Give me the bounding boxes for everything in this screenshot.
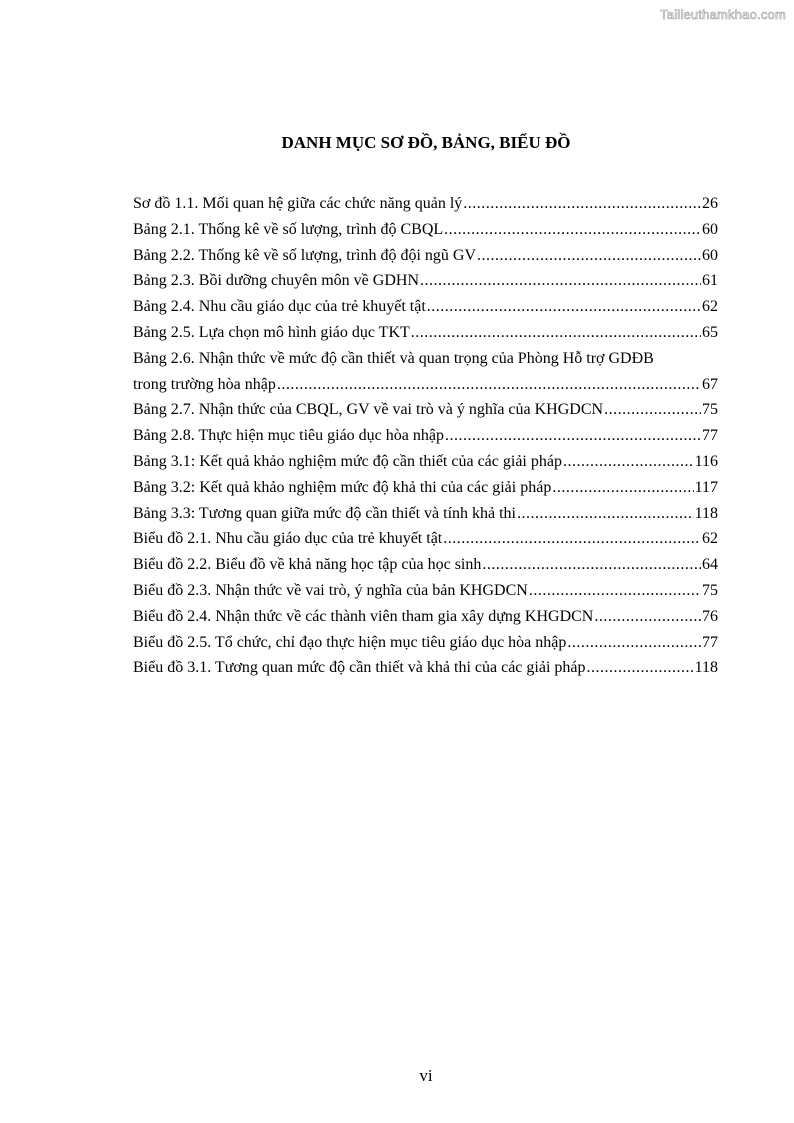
toc-entry-label: Biểu đồ 2.1. Nhu cầu giáo dục của trẻ khuyết tật [133,530,443,548]
dot-leader [443,526,701,552]
toc-entry-page: 60 [702,220,718,238]
toc-entry[interactable] [133,320,718,346]
toc-entry-page: 60 [702,246,718,264]
toc-entry[interactable] [133,604,718,630]
toc-entry-page: 77 [702,427,718,445]
toc-entry-page: 65 [702,323,718,341]
dot-leader [604,397,701,423]
toc-entry-page: 118 [694,504,718,522]
toc-entry [133,372,718,398]
dot-leader [420,268,701,294]
dot-leader [477,243,701,269]
toc-entry-label: Bảng 2.1. Thống kê về số lượng, trình độ CBQL [133,220,444,238]
toc-entry-label: Bảng 2.3. Bồi dưỡng chuyên môn về GDHN [133,272,419,290]
toc-entry[interactable] [133,397,718,423]
toc-entry-page: 75 [702,581,718,599]
toc-entry-page: 64 [702,556,718,574]
watermark: Tailieuthamkhao.com [660,7,786,22]
dot-leader [563,449,694,475]
toc-entry[interactable] [133,243,718,269]
toc-entry-page: 76 [702,607,718,625]
page-number: vi [419,1066,433,1085]
toc-entry-label-line1: Bảng 2.6. Nhận thức về mức độ cần thiết và quan trọng của Phòng Hỗ trợ GDĐB [133,349,654,367]
toc-entry-label: trong trường hòa nhập [133,375,276,393]
toc-entry-page: 67 [702,375,718,393]
toc-entry-label: Bảng 3.1: Kết quả khảo nghiệm mức độ cần thiết của các giải pháp [133,452,562,470]
toc-entry-page: 75 [702,401,718,419]
toc-entry-label: Bảng 3.3: Tương quan giữa mức độ cần thiết và tính khả thi [133,504,516,522]
toc-entry-label: Bảng 2.4. Nhu cầu giáo dục của trẻ khuyết tật [133,298,426,316]
dot-leader [529,578,701,604]
dot-leader [567,630,701,656]
toc-entry[interactable] [133,423,718,449]
toc-entry-label: Biểu đồ 2.5. Tổ chức, chỉ đạo thực hiện mục tiêu giáo dục hòa nhập [133,633,567,651]
toc-entry[interactable] [133,475,718,501]
toc-entry[interactable] [133,217,718,243]
toc-entry[interactable] [133,501,718,527]
toc-entry[interactable] [133,449,718,475]
table-of-figures [133,191,718,681]
toc-entry-page: 26 [702,195,718,212]
toc-entry-page: 62 [702,530,718,548]
toc-entry[interactable] [133,630,718,656]
toc-entry-page: 118 [694,659,718,677]
dot-leader [444,217,701,243]
dot-leader [482,552,701,578]
toc-entry-label: Biểu đồ 2.3. Nhận thức về vai trò, ý nghĩa của bản KHGDCN [133,581,528,599]
toc-entry-label: Biểu đồ 2.4. Nhận thức về các thành viên tham gia xây dựng KHGDCN [133,607,594,625]
toc-entry-label: Bảng 2.8. Thực hiện mục tiêu giáo dục hòa nhập [133,427,444,445]
toc-entry[interactable] [133,655,718,681]
dot-leader [552,475,693,501]
toc-entry-page: 117 [694,478,718,496]
toc-entry-page: 77 [702,633,718,651]
dot-leader [463,191,701,217]
toc-entry-label: Biểu đồ 2.2. Biểu đồ về khả năng học tập của học sinh [133,556,482,574]
toc-entry[interactable] [133,552,718,578]
toc-entry[interactable] [133,578,718,604]
dot-leader [594,604,701,630]
toc-entry[interactable] [133,191,718,217]
page-title: DANH MỤC SƠ ĐỒ, BẢNG, BIỂU ĐỒ [281,133,571,152]
dot-leader [427,294,701,320]
toc-entry-label: Bảng 2.7. Nhận thức của CBQL, GV về vai trò và ý nghĩa của KHGDCN [133,401,604,419]
toc-entry[interactable] [133,268,718,294]
toc-entry-page: 61 [702,272,718,290]
toc-entry-multiline[interactable] [133,346,718,398]
toc-entry-label: Bảng 3.2: Kết quả khảo nghiệm mức độ khả thi của các giải pháp [133,478,552,496]
toc-entry-label: Biểu đồ 3.1. Tương quan mức độ cần thiết và khả thi của các giải pháp [133,659,586,677]
dot-leader [277,372,701,398]
dot-leader [411,320,701,346]
toc-entry[interactable] [133,526,718,552]
toc-entry-page: 62 [702,298,718,316]
toc-entry-label: Bảng 2.2. Thống kê về số lượng, trình độ đội ngũ GV [133,246,477,264]
toc-entry-page: 116 [694,452,718,470]
toc-entry-label: Bảng 2.5. Lựa chọn mô hình giáo dục TKT [133,323,410,341]
toc-entry-label: Sơ đồ 1.1. Mối quan hệ giữa các chức năng quản lý [133,195,463,212]
dot-leader [445,423,701,449]
toc-entry[interactable] [133,294,718,320]
dot-leader [517,501,694,527]
dot-leader [587,655,694,681]
